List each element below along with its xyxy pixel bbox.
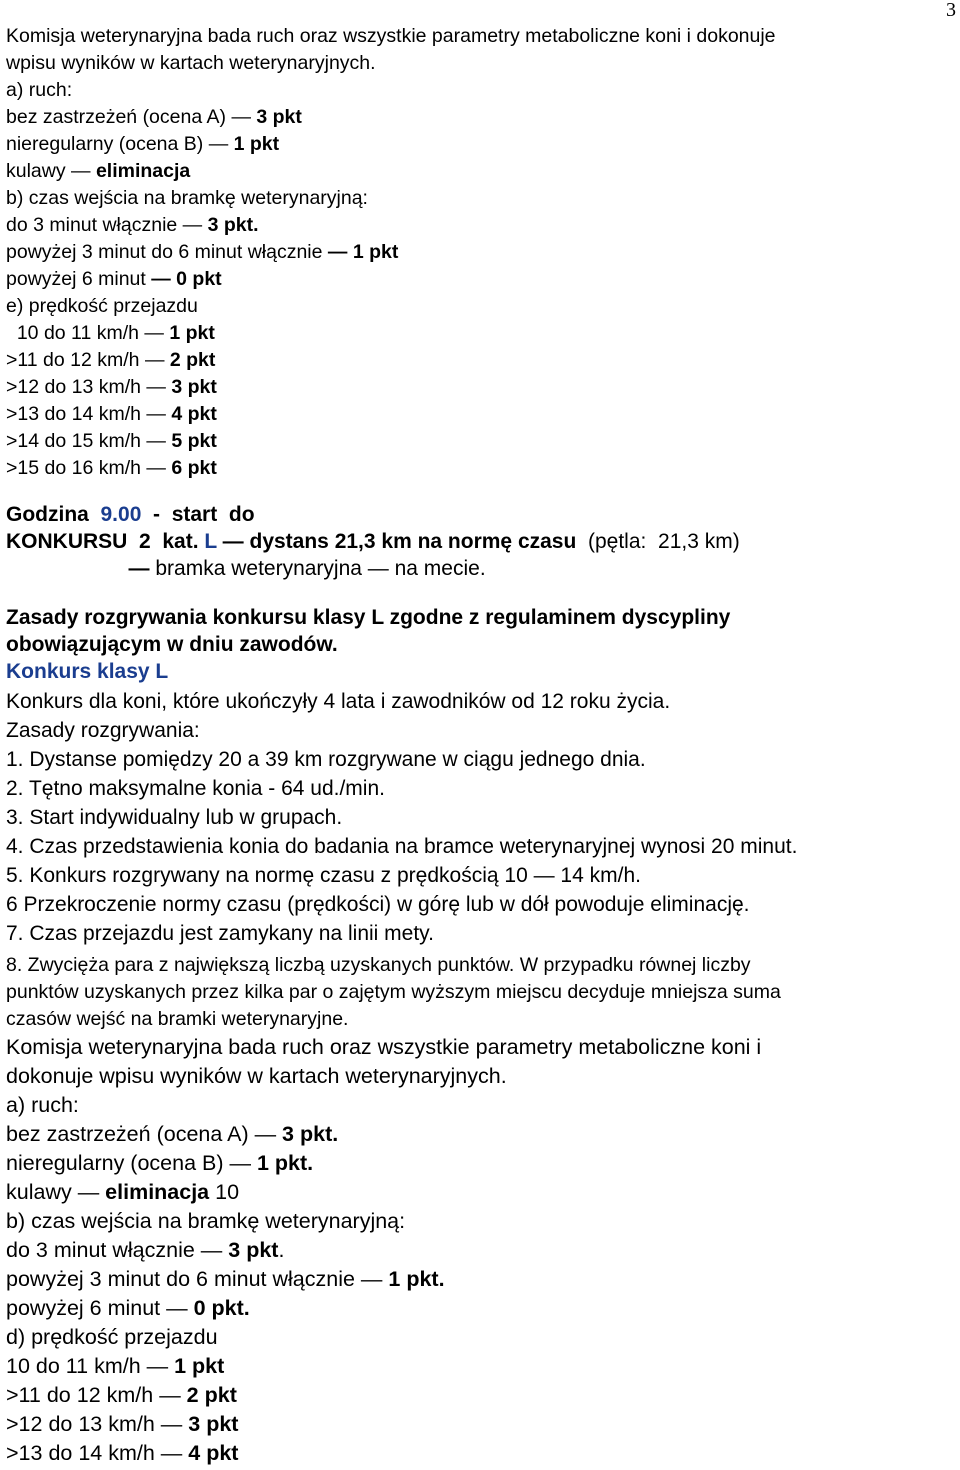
rules-item-8-cont-1: punktów uzyskanych przez kilka par o zajętym wyższym miejscu decyduje mniejsza suma [6, 981, 781, 1003]
schedule-line-1: Godzina 9.00 - start do [6, 503, 255, 526]
section2-line-6: kulawy — eliminacja 10 [6, 1180, 240, 1204]
section1-line-16: >14 do 15 km/h — 5 pkt [6, 430, 217, 452]
section1-line-8: do 3 minut włącznie — 3 pkt. [6, 214, 259, 236]
section2-line-5: nieregularny (ocena B) — 1 pkt. [6, 1151, 314, 1175]
section1-line-17: >15 do 16 km/h — 6 pkt [6, 457, 217, 479]
section1-line-10: powyżej 6 minut — 0 pkt [6, 268, 222, 290]
section1-line-9: powyżej 3 minut do 6 minut włącznie — 1 pkt [6, 241, 399, 263]
section2-line-4: bez zastrzeżeń (ocena A) — 3 pkt. [6, 1122, 339, 1146]
page-number: 3 [946, 0, 956, 21]
rules-heading: Konkurs klasy L [6, 660, 169, 683]
section1-line-7: b) czas wejścia na bramkę weterynaryjną: [6, 187, 368, 209]
rules-item-4: 4. Czas przedstawienia konia do badania na bramce weterynaryjnej wynosi 20 minut. [6, 835, 798, 858]
section2-line-9: powyżej 3 minut do 6 minut włącznie — 1 pkt. [6, 1267, 445, 1291]
rules-item-3: 3. Start indywidualny lub w grupach. [6, 806, 343, 829]
rules-item-5: 5. Konkurs rozgrywany na normę czasu z prędkością 10 — 14 km/h. [6, 864, 641, 887]
section1-line-13: >11 do 12 km/h — 2 pkt [6, 349, 216, 371]
section2-line-3: a) ruch: [6, 1093, 79, 1117]
section2-line-13: >11 do 12 km/h — 2 pkt [6, 1383, 237, 1407]
rules-item-6: 6 Przekroczenie normy czasu (prędkości) w górę lub w dół powoduje eliminację. [6, 893, 750, 916]
section1-line-3: a) ruch: [6, 79, 73, 101]
section1-line-12: 10 do 11 km/h — 1 pkt [6, 322, 215, 344]
section1-line-11: e) prędkość przejazdu [6, 295, 198, 317]
rules-line-1: Zasady rozgrywania konkursu klasy L zgodne z regulaminem dyscypliny [6, 606, 731, 629]
rules-item-1: 1. Dystanse pomiędzy 20 a 39 km rozgrywane w ciągu jednego dnia. [6, 748, 646, 771]
section2-line-11: d) prędkość przejazdu [6, 1325, 218, 1349]
rules-item-8-cont-2: czasów wejść na bramki weterynaryjne. [6, 1008, 349, 1030]
rules-line-5: Zasady rozgrywania: [6, 719, 200, 742]
section2-line-7: b) czas wejścia na bramkę weterynaryjną: [6, 1209, 406, 1233]
rules-item-2: 2. Tętno maksymalne konia - 64 ud./min. [6, 777, 385, 800]
section2-line-14: >12 do 13 km/h — 3 pkt [6, 1412, 239, 1436]
section1-line-15: >13 do 14 km/h — 4 pkt [6, 403, 217, 425]
rules-item-8: 8. Zwycięża para z największą liczbą uzyskanych punktów. W przypadku równej liczby [6, 954, 751, 976]
schedule-line-2: KONKURSU 2 kat. L — dystans 21,3 km na normę czasu (pętla: 21,3 km) [6, 530, 740, 553]
section2-line-10: powyżej 6 minut — 0 pkt. [6, 1296, 250, 1320]
section2-line-8: do 3 minut włącznie — 3 pkt. [6, 1238, 285, 1262]
section1-line-2: wpisu wyników w kartach weterynaryjnych. [6, 52, 376, 74]
section1-line-14: >12 do 13 km/h — 3 pkt [6, 376, 217, 398]
section2-line-12: 10 do 11 km/h — 1 pkt [6, 1354, 225, 1378]
schedule-line-3: — bramka weterynaryjna — na mecie. [6, 557, 486, 580]
section2-line-2: dokonuje wpisu wyników w kartach weterynaryjnych. [6, 1064, 507, 1088]
section2-line-1: Komisja weterynaryjna bada ruch oraz wszystkie parametry metaboliczne koni i [6, 1035, 762, 1059]
rules-item-7: 7. Czas przejazdu jest zamykany na linii mety. [6, 922, 434, 945]
section2-line-15: >13 do 14 km/h — 4 pkt [6, 1441, 239, 1465]
rules-line-2: obowiązującym w dniu zawodów. [6, 633, 338, 656]
rules-line-4: Konkurs dla koni, które ukończyły 4 lata i zawodników od 12 roku życia. [6, 690, 671, 713]
section1-line-4: bez zastrzeżeń (ocena A) — 3 pkt [6, 106, 302, 128]
section1-line-5: nieregularny (ocena B) — 1 pkt [6, 133, 280, 155]
section1-line-1: Komisja weterynaryjna bada ruch oraz wszystkie parametry metaboliczne koni i dokonuje [6, 25, 776, 47]
section1-line-6: kulawy — eliminacja [6, 160, 191, 182]
